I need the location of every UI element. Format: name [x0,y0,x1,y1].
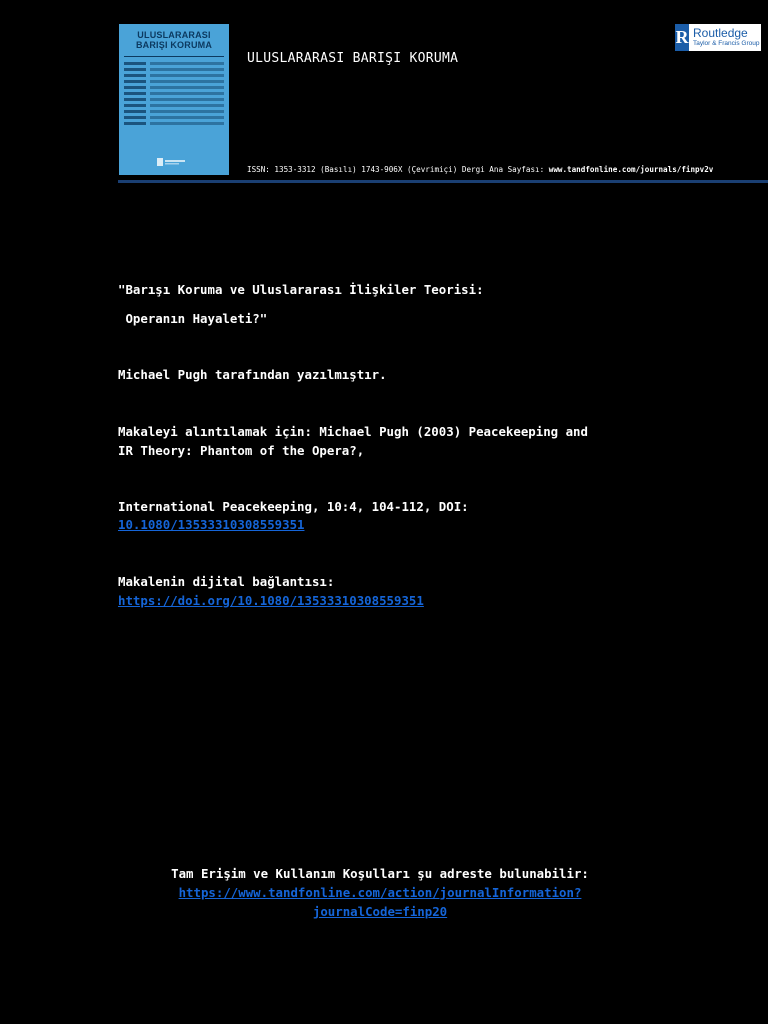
cover-title [124,30,224,50]
issn-line [247,165,713,174]
article-title-line1: "Barışı Koruma ve Uluslararası İlişkiler Teorisi: [118,282,484,297]
article-title-line2: Operanın Hayaleti?" [118,311,268,326]
publisher-r-icon: R [675,24,689,51]
issn-text: ISSN: 1353-3312 (Basılı) 1743-906X (Çevrimiçi) Dergi Ana Sayfası: [247,165,545,174]
doi-link[interactable]: 10.1080/13533310308559351 [118,517,305,532]
cover-publisher-logo [157,157,187,167]
cover-contents [124,62,224,125]
citation-line2: IR Theory: Phantom of the Opera?, [118,443,365,458]
terms-link-line2[interactable]: journalCode=finp20 [312,904,448,919]
journal-cover [119,24,229,175]
terms-link-line1[interactable]: https://www.tandfonline.com/action/journalInformation? [178,885,582,900]
digital-link-url[interactable]: https://doi.org/10.1080/13533310308559351 [118,593,424,608]
citation-line1: Makaleyi alıntılamak için: Michael Pugh (2003) Peacekeeping and [118,424,588,439]
publisher-name: Routledge [693,26,748,40]
cover-title-line2: BARIŞI KORUMA [135,40,213,50]
publisher-subtitle: Taylor & Francis Group [693,40,760,47]
terms-label: Tam Erişim ve Kullanım Koşulları şu adreste bulunabilir: [171,866,589,881]
journal-homepage-link[interactable]: www.tandfonline.com/journals/finpv2v [548,165,714,174]
journal-title: ULUSLARARASI BARIŞI KORUMA [247,51,459,66]
digital-link-label: Makalenin dijital bağlantısı: [118,574,335,589]
publisher-logo[interactable] [675,24,761,51]
journal-reference: International Peacekeeping, 10:4, 104-112, DOI: [118,499,469,514]
cover-meta-bar [124,56,224,58]
header-rule [118,180,768,183]
author-line: Michael Pugh tarafından yazılmıştır. [118,367,387,382]
cover-title-line1: ULUSLARARASI [137,30,211,40]
